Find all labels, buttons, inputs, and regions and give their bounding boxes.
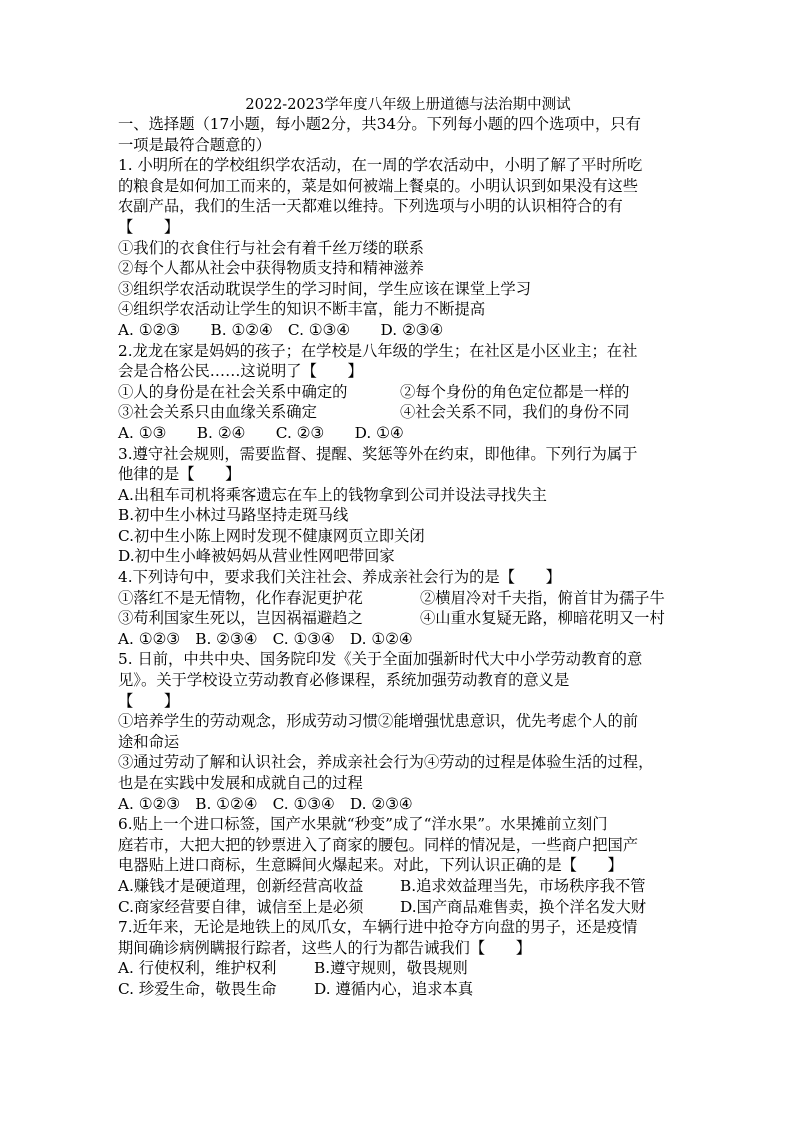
q6-option-c: C.商家经营要自律，诚信至上是必须	[118, 897, 364, 916]
q4-statement-4: ④山重水复疑无路，柳暗花明又一村	[420, 609, 665, 628]
q1-statement-1: ①我们的衣食住行与社会有着千丝万缕的联系	[118, 238, 424, 257]
exam-page	[118, 96, 678, 1000]
q3-option-a: A.出租车司机将乘客遗忘在车上的钱物拿到公司并设法寻找失主	[118, 485, 547, 504]
q7-stem-line1: 7.近年来，无论是地铁上的凤爪女，车辆行进中抢夺方向盘的男子，还是疫情	[118, 918, 638, 937]
q7-option-c: C. 珍爱生命，敬畏生命	[118, 979, 277, 998]
question-4	[118, 567, 678, 649]
q3-option-b: B.初中生小林过马路坚持走斑马线	[118, 506, 349, 525]
q5-stem-line1: 5. 日前，中共中央、国务院印发《关于全面加强新时代大中小学劳动教育的意	[118, 650, 643, 669]
q7-stem-line2: 期间确诊病例瞒报行踪者，这些人的行为都告诫我们【 】	[118, 938, 532, 957]
q6-stem-line2: 庭若市，大把大把的钞票进入了商家的腰包。同样的情况是，一些商户把国产	[118, 835, 639, 854]
q4-statement-row-1	[118, 588, 678, 609]
q4-options: A. ①②③ B. ②③④ C. ①③④ D. ①②④	[118, 629, 413, 648]
q1-stem-line1: 1. 小明所在的学校组织学农活动，在一周的学农活动中，小明了解了平时所吃	[118, 156, 643, 175]
q2-statement-row-2	[118, 402, 678, 423]
q2-statement-row-1	[118, 382, 678, 403]
q1-options: A. ①②③ B. ①②④ C. ①③④ D. ②③④	[118, 320, 444, 339]
question-1	[118, 155, 678, 340]
q3-stem-line1: 3.遵守社会规则，需要监督、提醒、奖惩等外在约束，即他律。下列行为属于	[118, 444, 638, 463]
q4-statement-3: ③苟利国家生死以，岂因祸福避趋之	[118, 609, 363, 628]
q7-option-a: A. 行使权利，维护权利	[118, 959, 277, 978]
exam-title: 2022-2023学年度八年级上册道德与法治期中测试	[245, 97, 571, 113]
question-7	[118, 917, 678, 999]
q3-option-c: C.初中生小陈上网时发现不健康网页立即关闭	[118, 526, 425, 545]
q7-option-b: B.遵守规则，敬畏规则	[314, 959, 468, 978]
q4-stem-line1: 4.下列诗句中，要求我们关注社会、养成亲社会行为的是【 】	[118, 568, 561, 587]
q5-statement-1-2-line2: 途和命运	[118, 732, 180, 751]
q6-stem-line1: 6.贴上一个进口标签，国产水果就“秒变”成了“洋水果”。水果摊前立刻门	[118, 815, 608, 834]
q6-option-d: D.国产商品难售卖，换个洋名发大财	[400, 897, 647, 916]
q6-stem-line3: 电器贴上进口商标，生意瞬间火爆起来。对此，下列认识正确的是【 】	[118, 856, 623, 875]
q6-option-row-1	[118, 876, 678, 897]
question-6	[118, 814, 678, 917]
q2-statement-4: ④社会关系不同，我们的身份不同	[400, 403, 630, 422]
question-5	[118, 649, 678, 814]
q5-stem-line2: 见》。关于学校设立劳动教育必修课程，系统加强劳动教育的意义是	[118, 671, 570, 690]
question-3	[118, 444, 678, 568]
q6-option-b: B.追求效益理当先，市场秩序我不管	[400, 876, 646, 895]
q2-stem-line1: 2.龙龙在家是妈妈的孩子；在学校是八年级的学生；在社区是小区业主；在社	[118, 341, 638, 360]
q1-statement-4: ④组织学农活动让学生的知识不断丰富，能力不断提高	[118, 300, 486, 319]
q7-option-row-2	[118, 979, 678, 1000]
q2-stem-line2: 会是合格公民……这说明了【 】	[118, 362, 363, 381]
question-2	[118, 341, 678, 444]
q4-statement-2: ②横眉冷对千夫指，俯首甘为孺子牛	[420, 588, 665, 607]
q5-answer-bracket: 【 】	[118, 691, 180, 710]
q4-statement-1: ①落红不是无情物，化作春泥更护花	[118, 588, 363, 607]
q1-statement-3: ③组织学农活动耽误学生的学习时间，学生应该在课堂上学习	[118, 279, 532, 298]
q7-option-d: D. 遵循内心，追求本真	[314, 979, 474, 998]
section-heading-line2: 一项是最符合题意的）	[118, 135, 271, 154]
section-heading-line1: 一、选择题（17小题，每小题2分，共34分。下列每小题的四个选项中，只有	[118, 115, 641, 133]
q2-statement-1: ①人的身份是在社会关系中确定的	[118, 382, 348, 401]
q5-statement-3-4-line1: ③通过劳动了解和认识社会，养成亲社会行为④劳动的过程是体验生活的过程，	[118, 753, 654, 772]
q3-stem-line2: 他律的是【 】	[118, 465, 241, 484]
q3-option-d: D.初中生小峰被妈妈从营业性网吧带回家	[118, 547, 395, 566]
q2-statement-2: ②每个身份的角色定位都是一样的	[400, 382, 630, 401]
q1-stem-line3: 农副产品，我们的生活一天都难以维持。下列选项与小明的认识相符合的有	[118, 197, 623, 216]
q2-statement-3: ③社会关系只由血缘关系确定	[118, 403, 317, 422]
q1-stem-line2: 的粮食是如何加工而来的，菜是如何被端上餐桌的。小明认识到如果没有这些	[118, 176, 639, 195]
q4-statement-row-2	[118, 608, 678, 629]
q1-statement-2: ②每个人都从社会中获得物质支持和精神滋养	[118, 259, 424, 278]
q1-answer-bracket: 【 】	[118, 217, 180, 236]
q5-statement-3-4-line2: 也是在实践中发展和成就自己的过程	[118, 774, 363, 792]
q7-option-row-1	[118, 958, 678, 979]
q5-statement-1-2-line1: ①培养学生的劳动观念，形成劳动习惯②能增强忧患意识，优先考虑个人的前	[118, 712, 639, 731]
q5-options: A. ①②③ B. ①②④ C. ①③④ D. ②③④	[118, 794, 413, 813]
q6-option-a: A.赚钱才是硬道理，创新经营高收益	[118, 876, 364, 895]
q6-option-row-2	[118, 897, 678, 918]
q2-options: A. ①③ B. ②④ C. ②③ D. ①④	[118, 423, 404, 442]
